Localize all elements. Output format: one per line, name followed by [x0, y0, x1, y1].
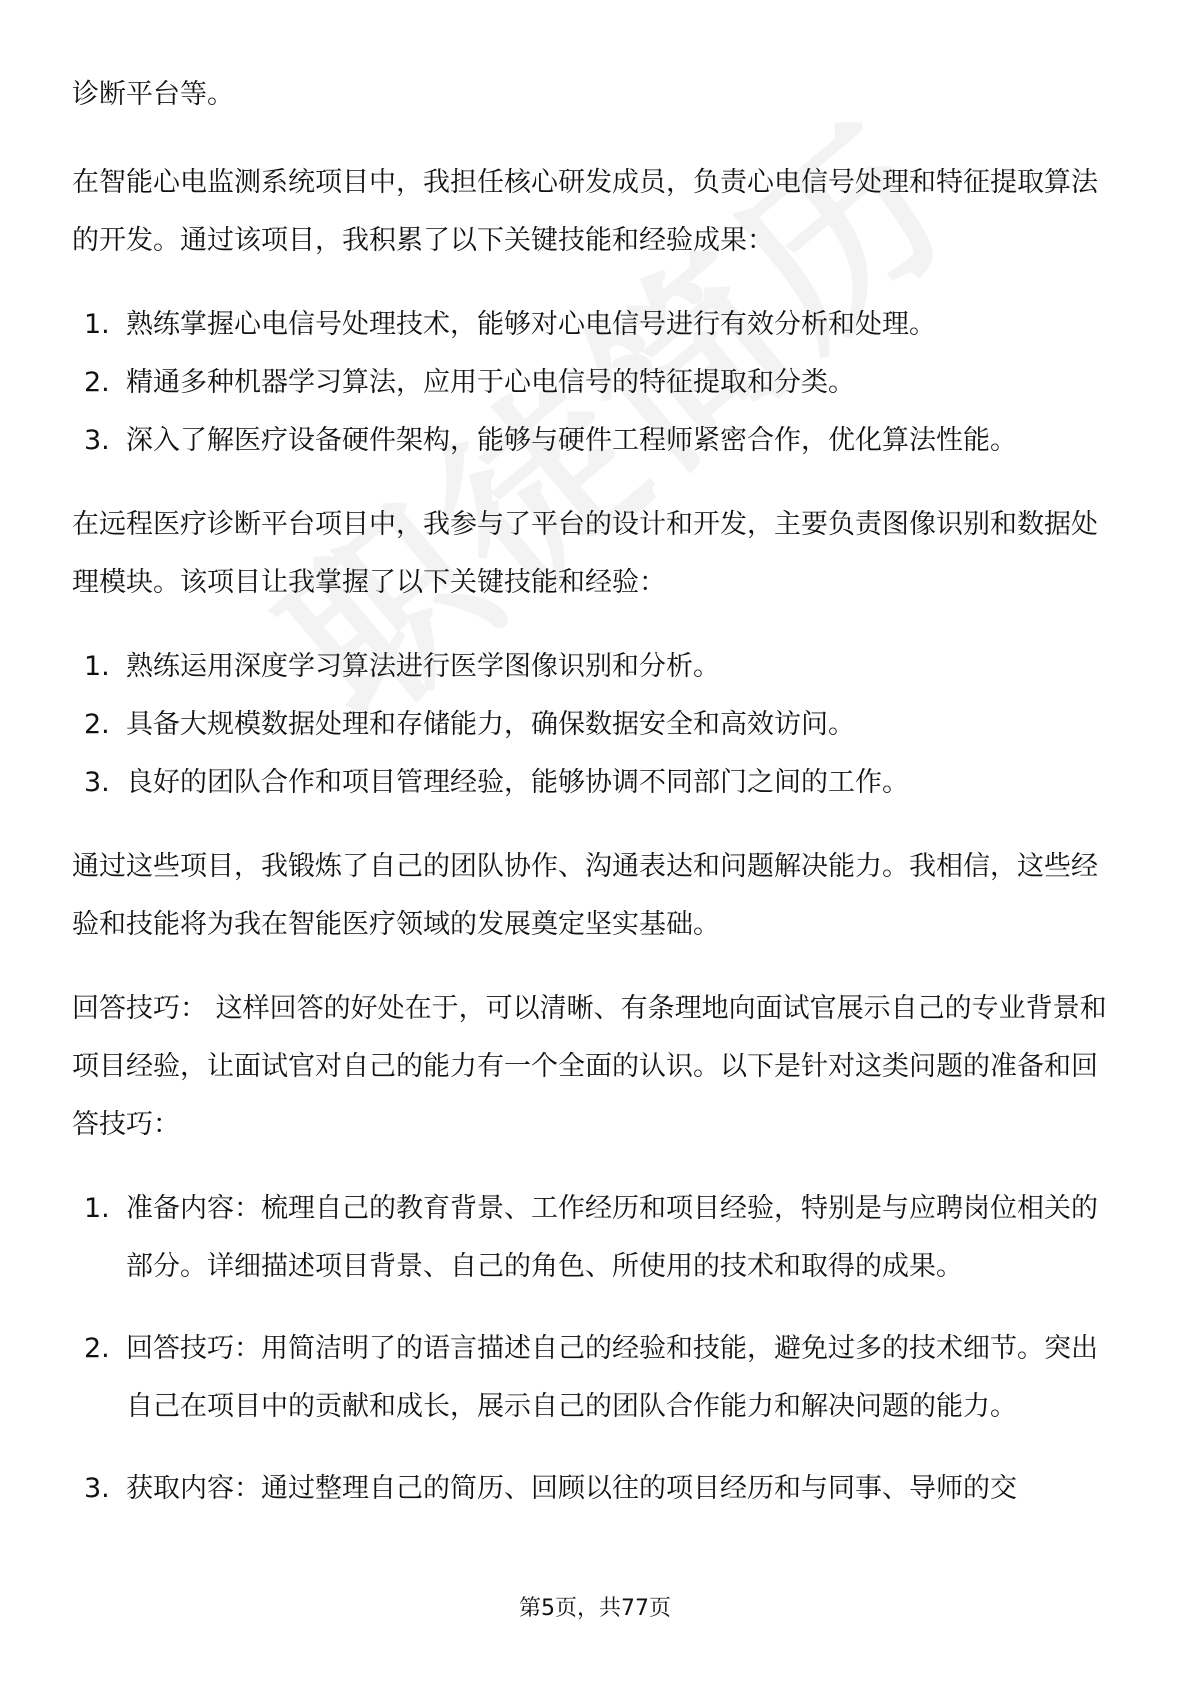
list-item-text: 良好的团队合作和项目管理经验，能够协调不同部门之间的工作。 — [126, 767, 909, 798]
list-item-text: 准备内容：梳理自己的教育背景、工作经历和项目经验，特别是与应聘岗位相关的部分。详细描述项目背景、自己的角色、所使用的技术和取得的成果。 — [126, 1193, 1098, 1282]
list-item-text: 回答技巧：用简洁明了的语言描述自己的经验和技能，避免过多的技术细节。突出自己在项目中的贡献和成长，展示自己的团队合作能力和解决问题的能力。 — [126, 1333, 1098, 1422]
list-item-text: 熟练掌握心电信号处理技术，能够对心电信号进行有效分析和处理。 — [126, 309, 936, 340]
list-number: 3. — [84, 425, 110, 456]
list-number: 2. — [84, 709, 110, 740]
list-item-text: 熟练运用深度学习算法进行医学图像识别和分析。 — [126, 651, 720, 682]
list-number: 1. — [84, 1193, 110, 1224]
list-item — [72, 1320, 1122, 1436]
list-number: 3. — [84, 1473, 110, 1504]
list-item-text: 获取内容：通过整理自己的简历、回顾以往的项目经历和与同事、导师的交 — [126, 1473, 1017, 1504]
list-item-text: 深入了解医疗设备硬件架构，能够与硬件工程师紧密合作，优化算法性能。 — [126, 425, 1017, 456]
telemedicine-skills-list — [72, 638, 1122, 812]
list-item-text: 具备大规模数据处理和存储能力，确保数据安全和高效访问。 — [126, 709, 855, 740]
list-item — [72, 696, 1122, 754]
list-item — [72, 1180, 1122, 1296]
list-number: 2. — [84, 1333, 110, 1364]
list-item — [72, 638, 1122, 696]
page-number-footer: 第5页，共77页 — [519, 1596, 671, 1621]
list-item — [72, 296, 1122, 354]
list-item — [72, 354, 1122, 412]
paragraph-telemedicine-project: 在远程医疗诊断平台项目中，我参与了平台的设计和开发，主要负责图像识别和数据处理模块。该项目让我掌握了以下关键技能和经验： — [72, 509, 1098, 598]
list-item — [72, 754, 1122, 812]
list-number: 2. — [84, 367, 110, 398]
document-body — [72, 66, 1122, 1544]
paragraph-summary: 通过这些项目，我锻炼了自己的团队协作、沟通表达和问题解决能力。我相信，这些经验和技能将为我在智能医疗领域的发展奠定坚实基础。 — [72, 851, 1098, 940]
list-number: 1. — [84, 651, 110, 682]
list-number: 1. — [84, 309, 110, 340]
list-number: 3. — [84, 767, 110, 798]
answer-tips-list — [72, 1180, 1122, 1518]
paragraph-ecg-project: 在智能心电监测系统项目中，我担任核心研发成员，负责心电信号处理和特征提取算法的开发。通过该项目，我积累了以下关键技能和经验成果： — [72, 167, 1098, 256]
list-item — [72, 412, 1122, 470]
list-item-text: 精通多种机器学习算法，应用于心电信号的特征提取和分类。 — [126, 367, 855, 398]
paragraph-continuation: 诊断平台等。 — [72, 79, 234, 110]
list-item — [72, 1460, 1122, 1518]
paragraph-answer-tips: 回答技巧： 这样回答的好处在于，可以清晰、有条理地向面试官展示自己的专业背景和项目经验，让面试官对自己的能力有一个全面的认识。以下是针对这类问题的准备和回答技巧： — [72, 993, 1107, 1140]
ecg-skills-list — [72, 296, 1122, 470]
